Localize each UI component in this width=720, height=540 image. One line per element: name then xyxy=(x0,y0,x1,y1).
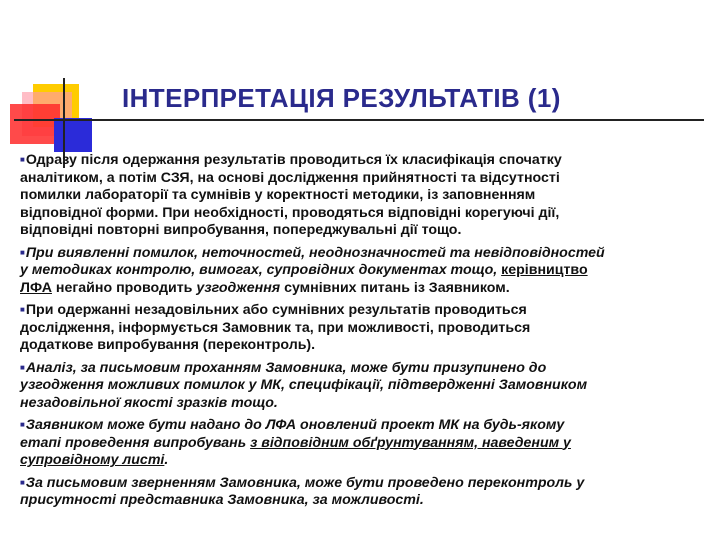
text-line xyxy=(20,435,710,453)
text-segment: негайно проводить xyxy=(51,279,197,296)
text-line xyxy=(20,170,710,188)
text-segment: відповідної форми. При необхідності, проводяться відповідні корегуючі дії, xyxy=(20,204,560,221)
bullet-paragraph xyxy=(20,301,710,355)
text-segment: помилки лабораторії та сумнівів у коректності методики, із заповненням xyxy=(20,187,536,203)
bullet-paragraph xyxy=(20,151,710,240)
text-segment: присутності представника Замовника, за можливості. xyxy=(20,492,424,508)
text-line xyxy=(20,222,710,240)
text-segment: з відповідним обґрунтуванням, наведеним у xyxy=(250,434,571,451)
text-line xyxy=(20,395,710,413)
slide-body xyxy=(20,151,710,514)
text-line xyxy=(20,187,710,205)
text-segment: етапі проведення випробувань xyxy=(20,434,251,451)
text-segment: додаткове випробування (переконтроль). xyxy=(20,337,316,353)
text-line xyxy=(20,205,710,223)
text-segment: За письмовим зверненням Замовника, може бути проведено переконтроль у xyxy=(25,474,585,491)
text-line xyxy=(20,474,710,493)
bullet-square-icon: ■ xyxy=(20,155,25,164)
text-segment: ЛФА xyxy=(20,279,52,296)
text-line xyxy=(20,262,710,280)
text-segment: Аналіз, за письмовим проханням Замовника, може бути призупинено до xyxy=(25,359,547,376)
text-segment: . xyxy=(164,452,169,468)
text-line xyxy=(20,151,710,170)
text-segment: сумнівних питань із Заявником. xyxy=(280,279,510,296)
text-segment: узгодження xyxy=(196,279,281,296)
text-line xyxy=(20,452,710,470)
text-segment: у методиках контролю, вимогах, супровідних документах тощо, xyxy=(20,262,502,278)
text-line xyxy=(20,301,710,320)
text-line xyxy=(20,244,710,263)
text-line xyxy=(20,377,710,395)
text-line xyxy=(20,280,710,298)
text-segment: керівництво xyxy=(501,262,588,278)
text-segment: аналітиком, а потім СЗЯ, на основі дослідження прийнятності та відсутності xyxy=(20,169,560,186)
text-line xyxy=(20,492,710,510)
decor-red-square xyxy=(10,104,60,144)
bullet-square-icon: ■ xyxy=(20,420,25,429)
bullet-paragraph xyxy=(20,244,710,298)
bullet-square-icon: ■ xyxy=(20,477,25,487)
text-segment: узгодження можливих помилок у МК, специфікації, підтвердженні Замовником xyxy=(20,377,588,393)
text-line xyxy=(20,359,710,378)
decor-horizontal-line xyxy=(14,119,704,121)
bullet-square-icon: ■ xyxy=(20,247,25,257)
bullet-paragraph xyxy=(20,416,710,470)
text-segment: При виявленні помилок, неточностей, неоднозначностей та невідповідностей xyxy=(25,244,605,261)
decor-blue-square xyxy=(54,118,92,152)
bullet-square-icon: ■ xyxy=(20,305,25,314)
bullet-paragraph xyxy=(20,474,710,510)
text-segment: незадовільної якості зразків тощо. xyxy=(20,394,278,411)
text-segment: супровідному листі xyxy=(20,452,165,468)
text-line xyxy=(20,337,710,355)
text-line xyxy=(20,416,710,435)
text-line xyxy=(20,320,710,338)
text-segment: відповідні повторні випробування, попереджувальні дії тощо. xyxy=(20,222,462,238)
slide-title: ІНТЕРПРЕТАЦІЯ РЕЗУЛЬТАТІВ (1) xyxy=(122,83,561,113)
bullet-square-icon: ■ xyxy=(20,362,25,372)
text-segment: При одержанні незадовільних або сумнівних результатів проводиться xyxy=(25,302,527,318)
text-segment: Одразу після одержання результатів проводиться їх класифікація спочатку xyxy=(25,152,562,168)
text-segment: Заявником може бути надано до ЛФА оновлений проект МК на будь-якому xyxy=(25,417,565,433)
bullet-paragraph xyxy=(20,359,710,413)
text-segment: дослідження, інформується Замовник та, при можливості, проводиться xyxy=(20,319,531,336)
